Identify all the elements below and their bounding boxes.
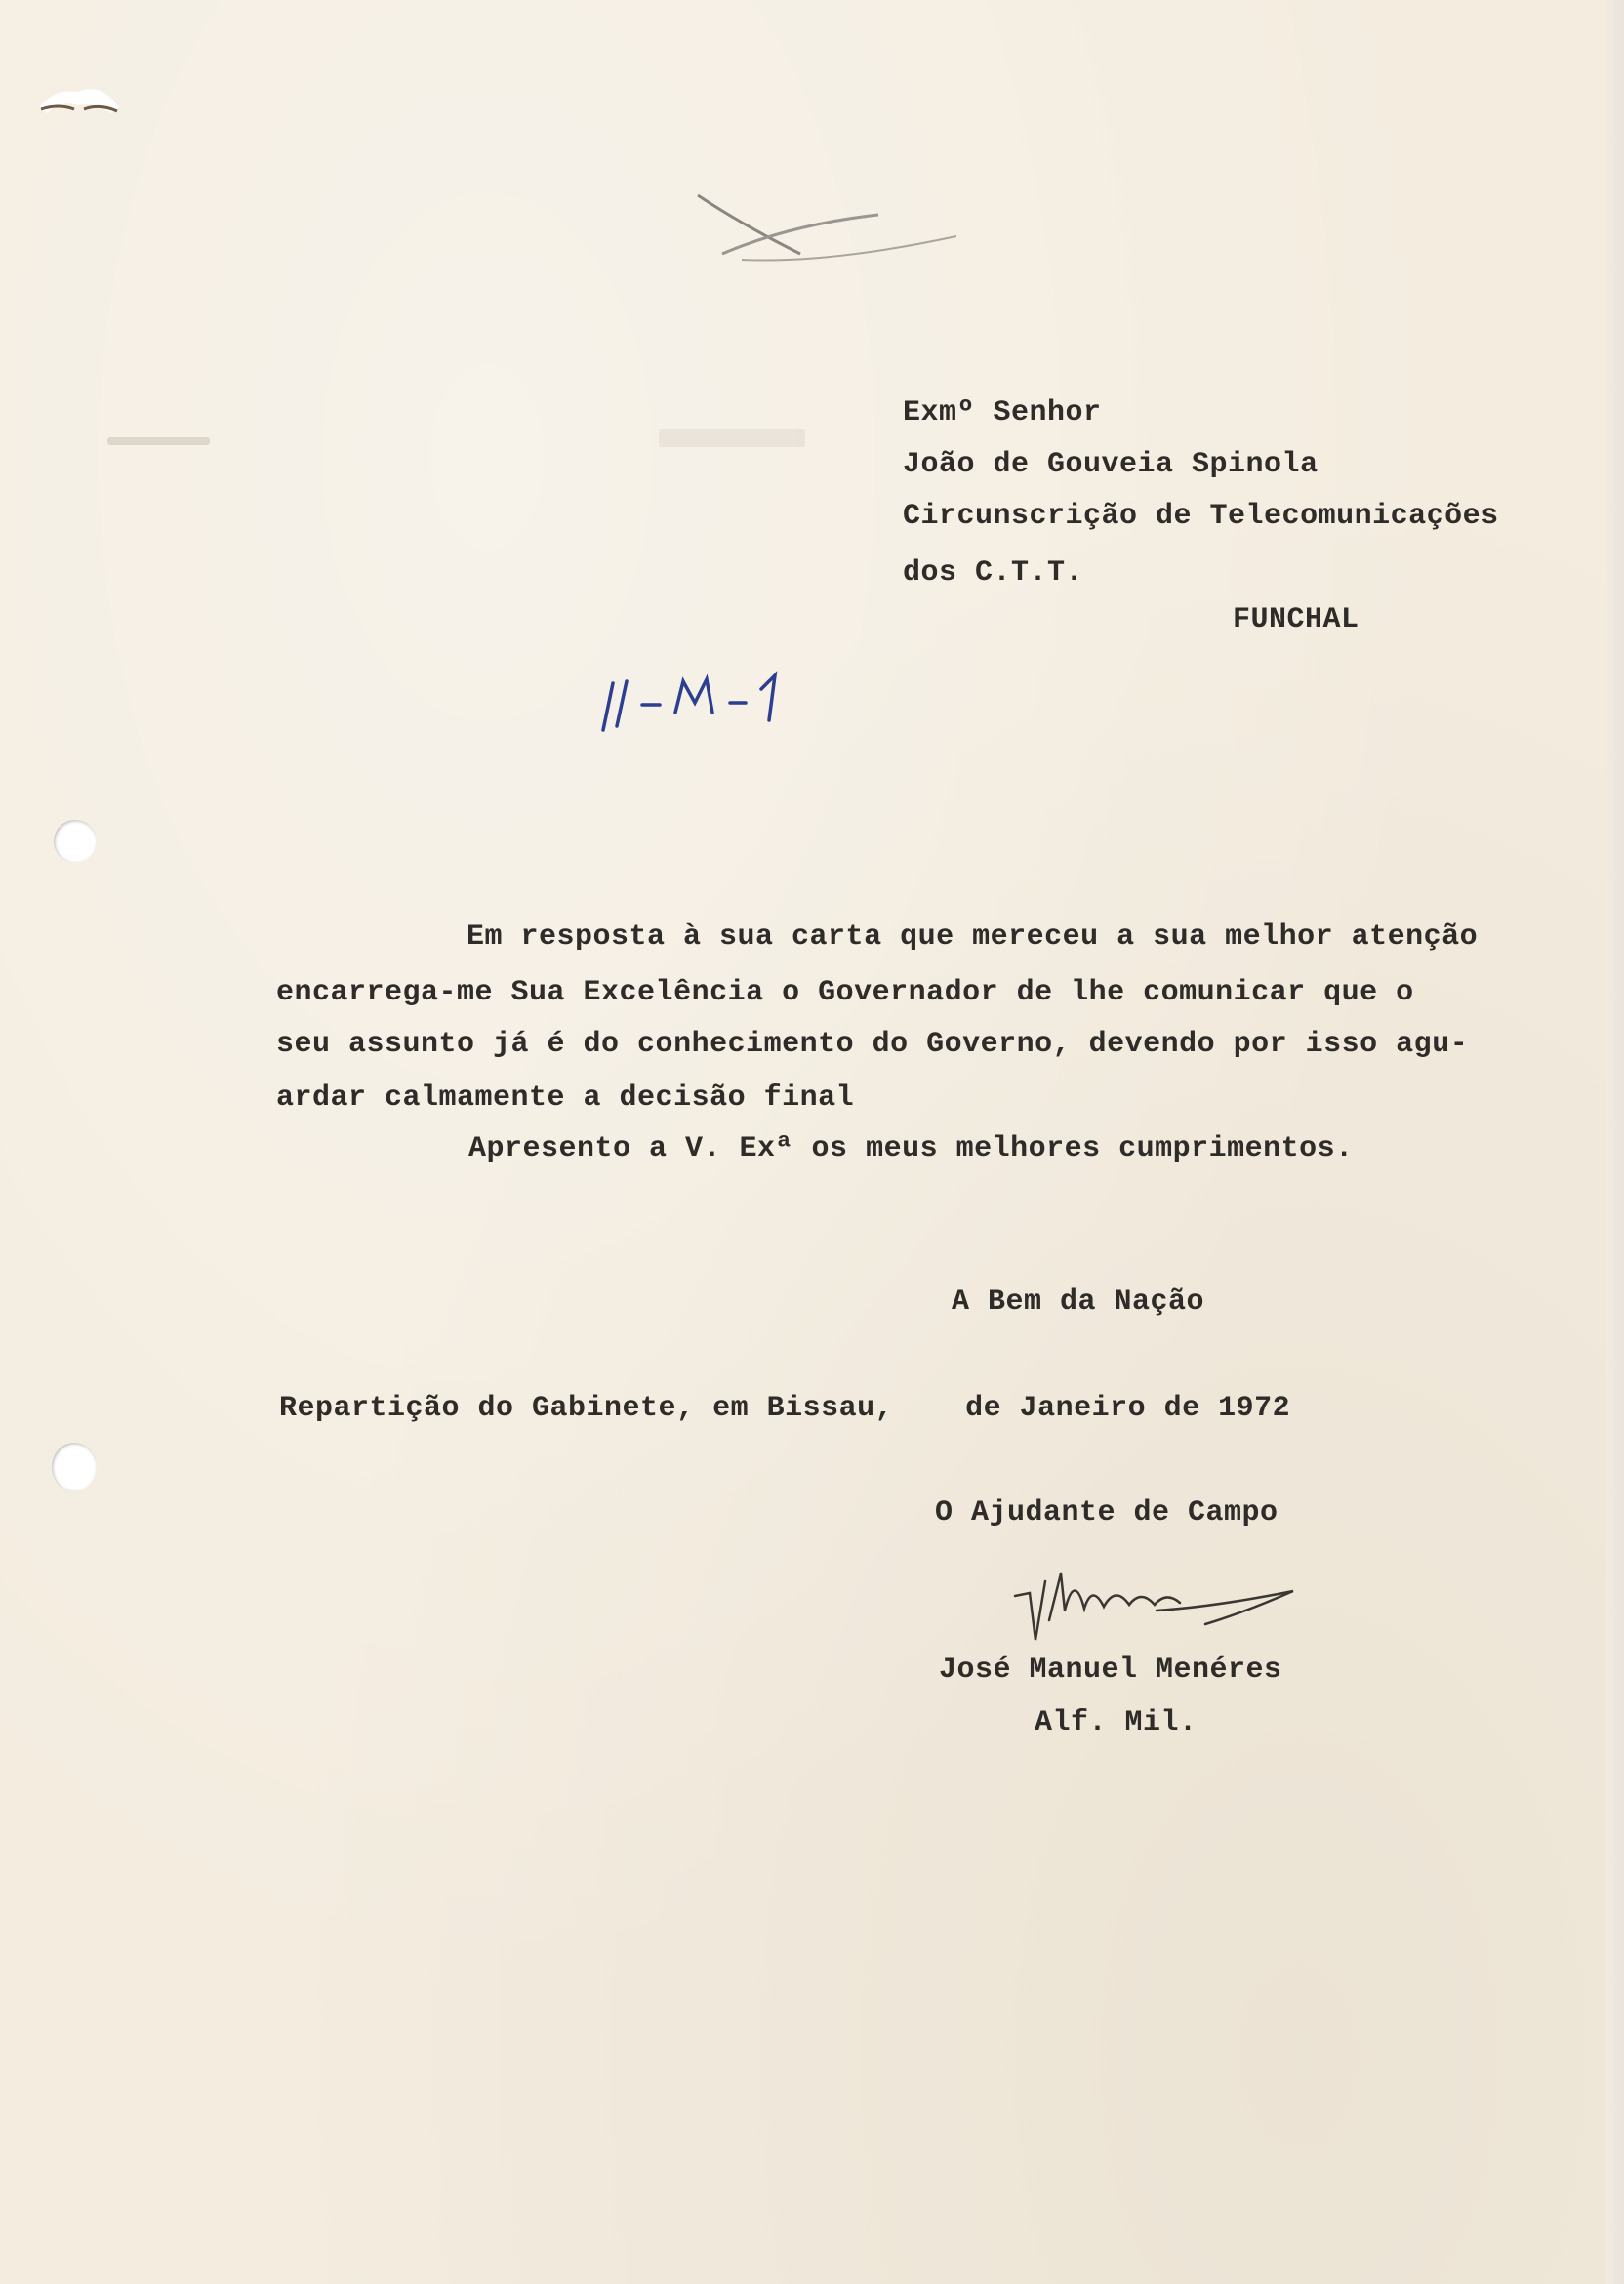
body-line: seu assunto já é do conhecimento do Governo, devendo por isso agu- <box>276 1028 1469 1061</box>
signer-rank: Alf. Mil. <box>1035 1706 1198 1739</box>
punch-hole <box>54 820 97 863</box>
pencil-cross-mark <box>683 185 966 273</box>
faint-smudge <box>107 437 210 445</box>
recipient-name: João de Gouveia Spinola <box>903 448 1319 481</box>
signer-role: O Ajudante de Campo <box>935 1496 1279 1529</box>
signer-name: José Manuel Menéres <box>939 1653 1282 1687</box>
corner-tear-mark <box>35 68 123 117</box>
closing-formula: A Bem da Nação <box>952 1285 1205 1319</box>
body-line: ardar calmamente a decisão final <box>276 1081 855 1115</box>
handwritten-reference <box>597 664 822 742</box>
recipient-organization-cont: dos C.T.T. <box>903 556 1084 590</box>
recipient-city: FUNCHAL <box>1233 603 1360 636</box>
body-line: encarrega-me Sua Excelência o Governador de lhe comunicar que o <box>276 976 1414 1009</box>
place-date-line: Repartição do Gabinete, em Bissau, de Janeiro de 1972 <box>279 1392 1291 1425</box>
paper-edge <box>1606 0 1624 2284</box>
punch-hole <box>52 1443 97 1491</box>
recipient-organization: Circunscrição de Telecomunicações <box>903 500 1499 533</box>
faint-smudge <box>659 429 805 447</box>
body-line: Apresento a V. Exª os meus melhores cumprimentos. <box>468 1132 1354 1165</box>
body-line: Em resposta à sua carta que mereceu a sua melhor atenção <box>467 920 1479 954</box>
handwritten-signature <box>1010 1552 1303 1650</box>
recipient-salutation: Exmº Senhor <box>903 396 1102 429</box>
